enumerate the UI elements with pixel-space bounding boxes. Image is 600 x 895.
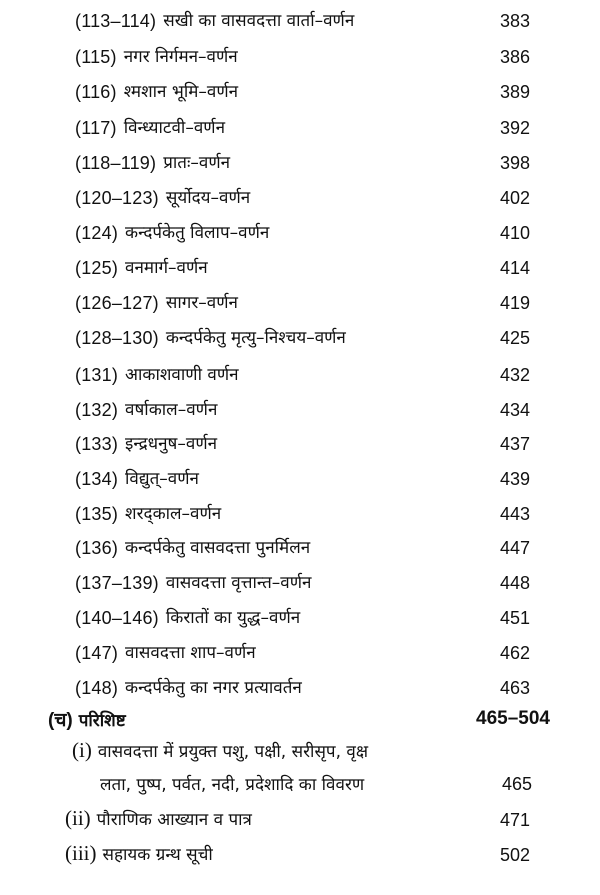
entry-number: (113–114) [75,11,157,31]
entry-title: श्मशान भूमि–वर्णन [123,82,239,102]
entry-page: 383 [499,11,530,31]
entry-number: (ii) [65,806,91,830]
entry-title: कन्दर्पकेतु का नगर प्रत्यावर्तन [125,678,302,698]
toc-entry [75,673,530,703]
entry-title: सागर–वर्णन [165,293,238,313]
entry-number: (118–119) [75,153,157,173]
toc-entry [75,360,530,390]
toc-entry [75,395,530,425]
entry-page: 389 [499,82,530,102]
entry-title: सहायक ग्रन्थ सूची [102,845,213,865]
toc-entry [75,533,530,563]
entry-title: किरातों का युद्ध–वर्णन [165,608,301,628]
entry-page: 437 [499,434,530,454]
entry-title: शरद्काल–वर्णन [125,504,222,524]
toc-entry [75,288,530,318]
entry-title: पौराणिक आख्यान व पात्र [96,810,252,830]
entry-number: (147) [75,643,119,663]
entry-title: वासवदत्ता शाप–वर्णन [125,643,256,663]
toc-entry [75,429,530,459]
entry-page: 443 [499,504,530,524]
section-title: परिशिष्ट [78,711,126,731]
entry-page: 463 [499,678,530,698]
entry-number: (134) [75,469,119,489]
entry-number: (128–130) [75,328,159,348]
entry-title: सूर्योदय–वर्णन [165,188,251,208]
entry-number: (iii) [65,841,97,865]
entry-page: 432 [499,365,530,385]
appendix-entry [65,841,530,866]
entry-title: वासवदत्ता वृत्तान्त–वर्णन [165,573,312,593]
entry-number: (124) [75,223,119,243]
entry-number: (148) [75,678,119,698]
entry-number: (117) [75,118,117,138]
appendix-entry [72,738,532,763]
entry-page: 447 [499,538,530,558]
section-heading [48,704,550,734]
toc-entry [75,42,530,72]
section-pages: 465–504 [476,708,550,729]
entry-title: प्रातः–वर्णन [163,153,231,173]
entry-page: 434 [499,400,530,420]
section-number: (च) [48,710,73,731]
toc-entry [75,183,530,213]
toc-entry [75,218,530,248]
entry-number: (132) [75,400,119,420]
toc-entry [75,499,530,529]
entry-number: (116) [75,82,117,102]
entry-page: 402 [499,188,530,208]
entry-title: कन्दर्पकेतु विलाप–वर्णन [125,223,270,243]
entry-number: (131) [75,365,119,385]
entry-number: (125) [75,258,119,278]
entry-title: इन्द्रधनुष–वर्णन [125,434,218,454]
entry-title: कन्दर्पकेतु वासवदत्ता पुनर्मिलन [125,538,311,558]
entry-page: 471 [499,810,530,830]
entry-number: (133) [75,434,119,454]
entry-page: 414 [499,258,530,278]
toc-entry [75,603,530,633]
entry-title: सखी का वासवदत्ता वार्ता–वर्णन [163,11,355,31]
toc-entry [75,77,530,107]
entry-title: कन्दर्पकेतु मृत्यु–निश्चय–वर्णन [165,328,346,348]
entry-title: वनमार्ग–वर्णन [125,258,208,278]
entry-title-continuation: लता, पुष्प, पर्वत, नदी, प्रदेशादि का विवरण [100,775,365,795]
entry-page: 425 [499,328,530,348]
entry-title: आकाशवाणी वर्णन [125,365,239,385]
toc-entry [75,568,530,598]
entry-title: वर्षाकाल–वर्णन [125,400,218,420]
entry-page: 448 [499,573,530,593]
toc-entry [75,6,530,36]
entry-number: (135) [75,504,119,524]
entry-number: (115) [75,47,117,67]
entry-page: 398 [499,153,530,173]
toc-entry [75,253,530,283]
entry-page: 392 [499,118,530,138]
toc-entry [75,148,530,178]
entry-page: 410 [499,223,530,243]
entry-title: विन्ध्याटवी–वर्णन [123,118,226,138]
entry-page: 419 [499,293,530,313]
entry-title: वासवदत्ता में प्रयुक्त पशु, पक्षी, सरीसृप, वृक्ष [97,742,369,762]
toc-entry [75,638,530,668]
entry-number: (i) [72,738,92,762]
entry-number: (137–139) [75,573,159,593]
entry-page: 439 [499,469,530,489]
entry-title: नगर निर्गमन–वर्णन [123,47,238,67]
entry-page: 465 [501,774,532,794]
toc-entry [75,323,530,353]
toc-entry [75,464,530,494]
entry-number: (126–127) [75,293,159,313]
entry-title: विद्युत्–वर्णन [125,469,199,489]
entry-page: 502 [499,845,530,865]
appendix-entry [65,806,530,831]
entry-page: 462 [499,643,530,663]
appendix-entry-continuation [100,772,532,795]
entry-number: (136) [75,538,119,558]
entry-number: (140–146) [75,608,159,628]
entry-page: 386 [499,47,530,67]
entry-number: (120–123) [75,188,159,208]
entry-page: 451 [499,608,530,628]
toc-entry [75,113,530,143]
